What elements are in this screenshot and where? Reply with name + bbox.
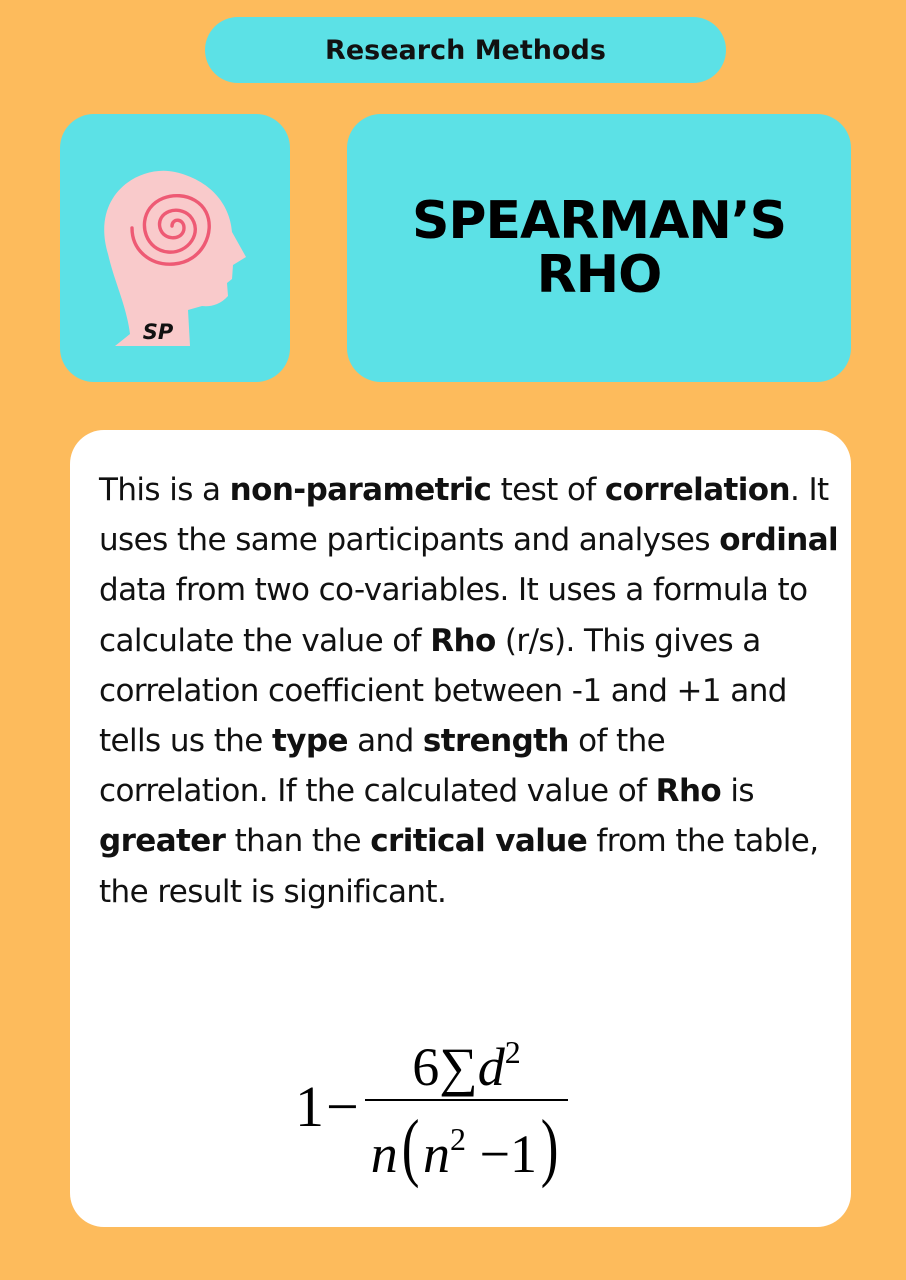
category-label: Research Methods — [325, 34, 606, 66]
description-keyword: type — [272, 723, 348, 760]
description-run: from the table, the result is significant. — [99, 823, 819, 910]
title-card — [347, 114, 851, 382]
formula-denominator — [365, 1101, 569, 1192]
description-keyword: Rho — [430, 622, 496, 659]
description-keyword: ordinal — [719, 522, 839, 559]
description-keyword: non-parametric — [229, 472, 492, 508]
formula-numerator — [404, 1020, 529, 1099]
logo-card — [60, 114, 290, 382]
description-keyword: greater — [99, 823, 226, 860]
formula-d: d — [477, 1037, 505, 1097]
formula-minus: − — [326, 1073, 359, 1139]
formula-six: 6 — [412, 1037, 440, 1097]
right-paren: ) — [540, 1105, 559, 1189]
description-run: and — [347, 723, 423, 760]
logo-initials: SP — [142, 320, 174, 344]
formula-n-inner: n — [423, 1124, 451, 1184]
formula-minus-one: −1 — [466, 1124, 537, 1184]
head-spiral-icon — [60, 114, 290, 382]
title-line-2: RHO — [536, 245, 662, 305]
description-run: data from two co-variables. It uses a formula to calculate the value of — [99, 572, 808, 659]
content-card — [70, 430, 851, 1227]
description-run: (r/s). This gives a correlation coefficient between -1 and +1 and tells us the — [99, 622, 787, 760]
left-paren: ( — [401, 1105, 420, 1189]
description-keyword: correlation — [604, 472, 790, 508]
formula-d-exponent: 2 — [504, 1034, 521, 1070]
description-run: than the — [225, 823, 371, 860]
category-header — [205, 17, 726, 83]
formula-n-exponent: 2 — [450, 1121, 467, 1157]
description-run: . It uses the same participants and analyses — [99, 472, 829, 559]
description-run: This is a — [99, 472, 230, 508]
sigma-symbol: ∑ — [439, 1037, 478, 1097]
title-line-1: SPEARMAN’S — [411, 191, 787, 251]
description-keyword: strength — [422, 723, 569, 760]
description-run: is — [721, 773, 754, 810]
description-run: of the correlation. If the calculated value of — [99, 723, 666, 810]
spearman-formula — [295, 1020, 568, 1192]
formula-fraction — [365, 1020, 569, 1192]
formula-one: 1 — [295, 1073, 324, 1139]
description-keyword: Rho — [655, 773, 722, 810]
description-run: test of — [491, 472, 605, 508]
formula-n: n — [370, 1124, 398, 1184]
description-keyword: critical value — [370, 823, 588, 860]
description-text — [99, 465, 839, 917]
